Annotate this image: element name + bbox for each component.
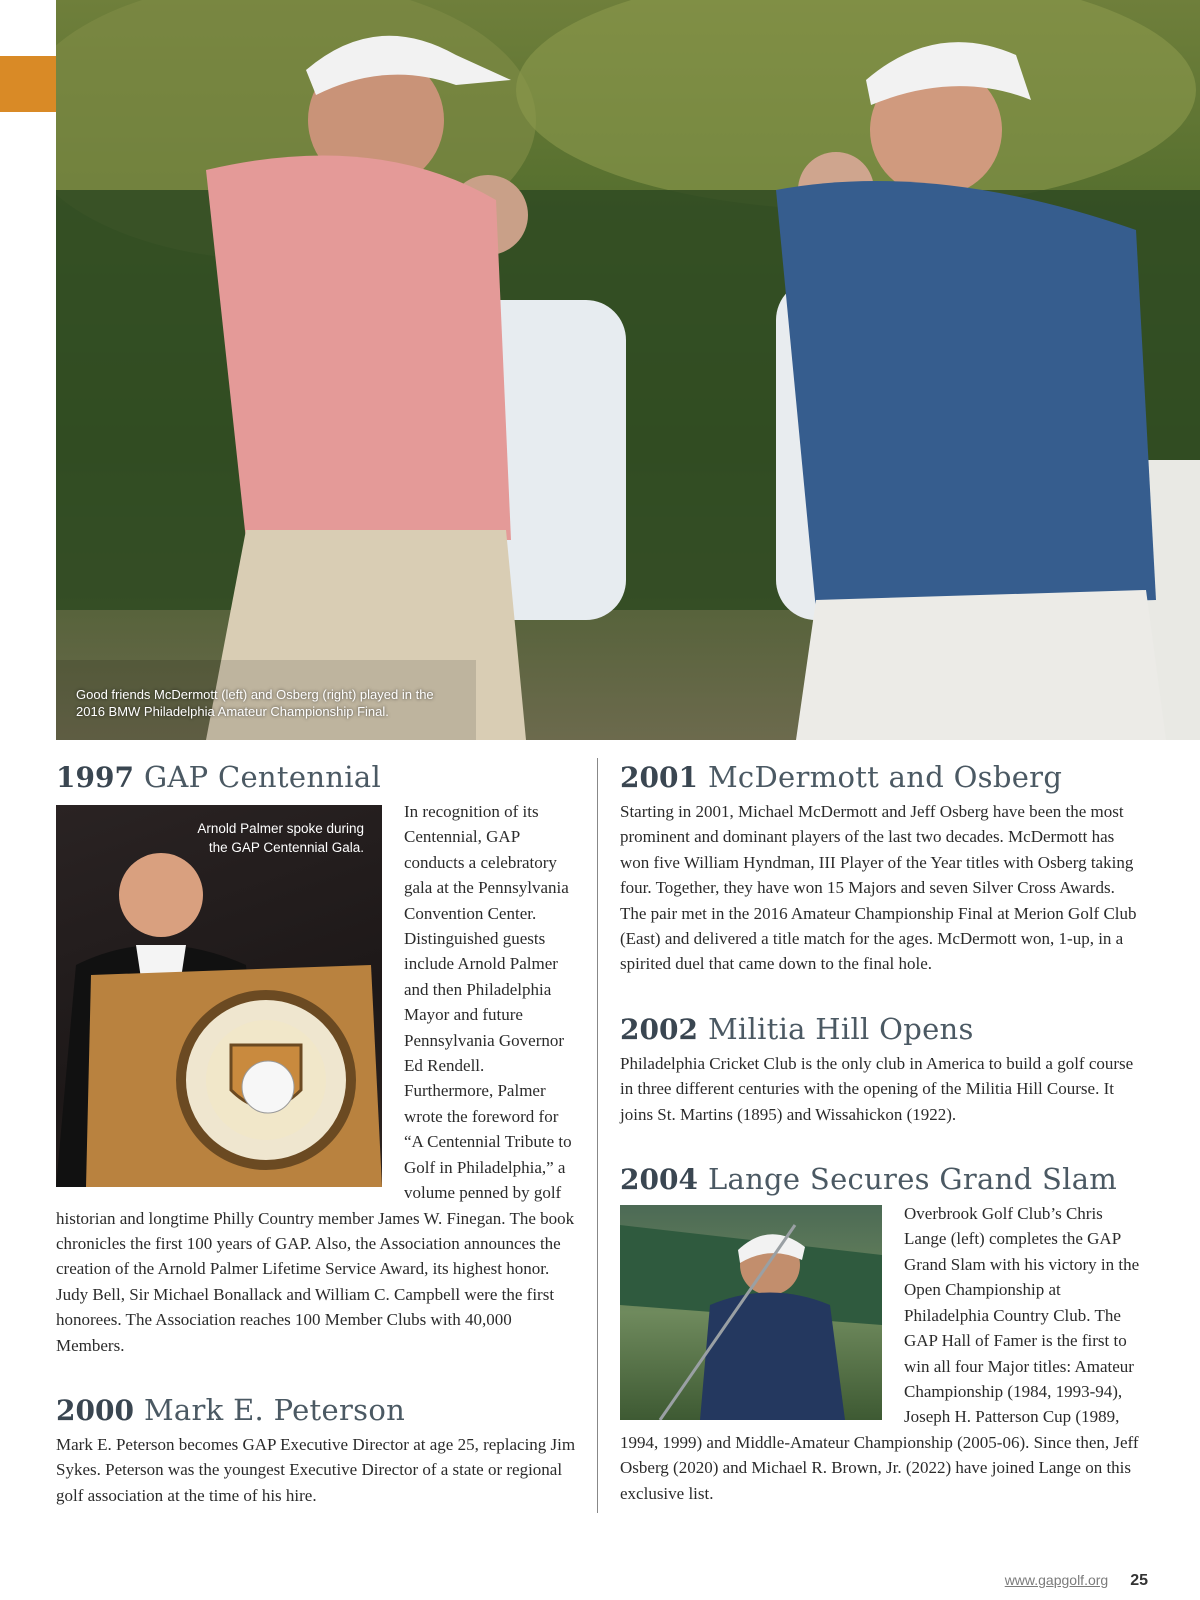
hero-photo-caption: Good friends McDermott (left) and Osberg (right) played in the 2016 BMW Philadelphia Amateur Championship Final. [76,687,434,719]
section-2004 [620,1157,1145,1506]
section-heading [620,1157,1145,1201]
section-year: 2001 [620,761,698,794]
right-column [620,755,1145,1506]
website-link[interactable]: www.gapgolf.org [1004,1572,1109,1588]
column-divider [597,758,598,1513]
hero-photo-illustration [56,0,1200,740]
section-year: 2000 [56,1393,134,1427]
section-year: 2004 [620,1163,698,1197]
section-body: Philadelphia Cricket Club is the only club in America to build a golf course in three different centuries with the opening of the Militia Hill Course. It joins St. Martins (1895) and Wissahickon (1922). [620,1053,1134,1124]
hero-photo [56,0,1200,740]
section-2002 [620,1007,1145,1127]
section-heading [56,755,576,799]
section-title: Mark E. Peterson [143,1392,406,1427]
section-body: Mark E. Peterson becomes GAP Executive Director at age 25, replacing Jim Sykes. Peterson was the youngest Executive Director of a state or regional golf association at the time of his hire. [56,1434,576,1505]
section-body: Overbrook Golf Club’s Chris Lange (left) completes the GAP Grand Slam with his victory in the Open Championship at Philadelphia Country Club. The GAP Hall of Famer is the first to win all four Major titles: Amateur Championship (1984, 1993-94), Joseph H. Patterson Cup (1989, 1994, 1999) and Middle-Amateur Championship (2005-06). Since then, Jeff Osberg (2020) and Michael R. Brown, Jr. (2022) have joined Lange on this exclusive list. [620,1204,1140,1503]
section-2000 [56,1388,576,1508]
chris-lange-photo [620,1205,882,1420]
section-heading [620,755,1145,799]
section-heading [620,1007,1145,1051]
left-column [56,755,576,1508]
section-title: Lange Secures Grand Slam [707,1162,1118,1197]
chris-lange-photo-illustration [620,1205,882,1420]
section-title: GAP Centennial [143,760,382,794]
section-title: Militia Hill Opens [707,1011,974,1046]
section-body: In recognition of its Centennial, GAP conducts a celebratory gala at the Pennsylvania Convention Center. Distinguished guests include Arnold Palmer and then Philadelphia Mayor and future Pennsylvania Governor Ed Rendell. Furthermore, Palmer wrote the foreword for “A Centennial Tribute to Golf in Philadelphia,” a volume penned by golf historian and longtime Philly Country member James W. Finegan. The book chronicles the first 100 years of GAP. Also, the Association announces the creation of the Arnold Palmer Lifetime Service Award, its highest honor. Judy Bell, Sir Michael Bonallack and William C. Campbell were the first honorees. The Association reaches 100 Member Clubs with 40,000 Members. [56,802,575,1355]
section-year: 2002 [620,1012,698,1046]
section-year: 1997 [56,761,134,794]
section-title: McDermott and Osberg [707,760,1063,794]
orange-edge-tab [0,56,56,112]
arnold-palmer-photo [56,805,382,1187]
section-1997 [56,755,576,1358]
section-heading [56,1388,576,1432]
page-footer [1005,1572,1148,1590]
page-number: 25 [1130,1572,1148,1589]
palmer-photo-caption: Arnold Palmer spoke during the GAP Centennial Gala. [197,821,364,855]
section-2001 [620,755,1145,977]
arnold-palmer-photo-illustration [56,805,382,1187]
section-body: Starting in 2001, Michael McDermott and Jeff Osberg have been the most prominent and dominant players of the last two decades. McDermott has won five William Hyndman, III Player of the Year titles with Osberg taking four. Together, they have won 15 Majors and seven Silver Cross Awards. The pair met in the 2016 Amateur Championship Final at Merion Golf Club (East) and delivered a title match for the ages. McDermott won, 1-up, in a spirited duel that came down to the final hole. [620,802,1137,974]
